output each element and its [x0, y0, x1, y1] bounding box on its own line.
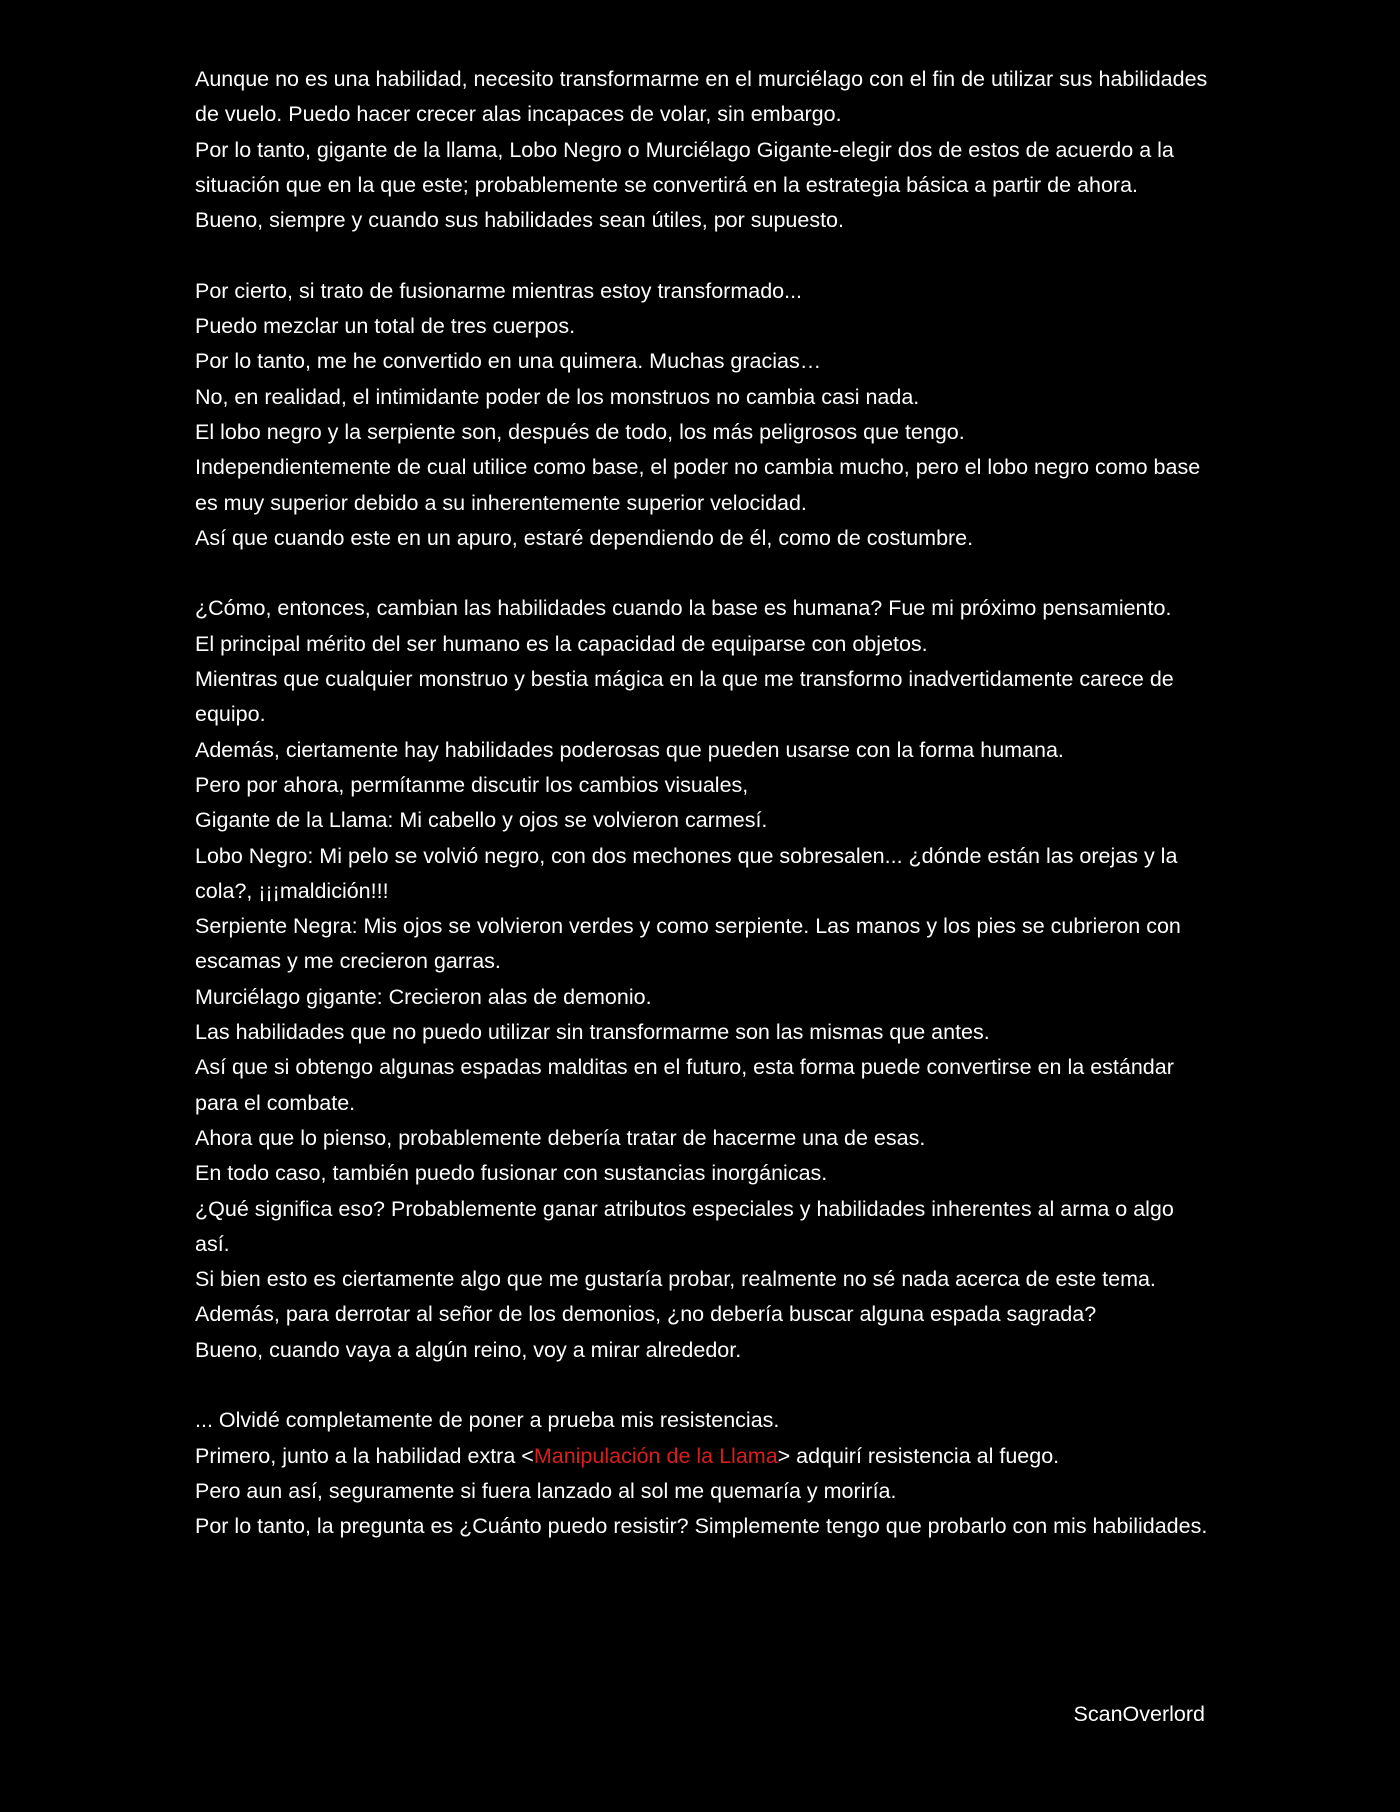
paragraph: [195, 274, 1210, 556]
text-line: Ahora que lo pienso, probablemente debería tratar de hacerme una de esas.: [195, 1125, 926, 1150]
text-line: Murciélago gigante: Crecieron alas de demonio.: [195, 984, 652, 1009]
text-line: Por lo tanto, la pregunta es ¿Cuánto puedo resistir? Simplemente tengo que probarlo con mis habilidades.: [195, 1514, 1208, 1539]
text-line: ... Olvidé completamente de poner a prueba mis resistencias.: [195, 1408, 780, 1433]
text-line: Así que cuando este en un apuro, estaré dependiendo de él, como de costumbre.: [195, 525, 974, 550]
text-line: Bueno, siempre y cuando sus habilidades sean útiles, por supuesto.: [195, 208, 844, 233]
text-line: Por lo tanto, gigante de la llama, Lobo Negro o Murciélago Gigante-elegir dos de estos de acuerdo a la situación que en la que este; probablemente se convertirá en la estrategia básica a partir de ahora.: [195, 137, 1174, 197]
text-line: Puedo mezclar un total de tres cuerpos.: [195, 314, 576, 339]
text-line: El principal mérito del ser humano es la capacidad de equiparse con objetos.: [195, 631, 928, 656]
text-line: Por lo tanto, me he convertido en una quimera. Muchas gracias…: [195, 349, 822, 374]
text-line-highlighted: [195, 1439, 1210, 1474]
document-body: [195, 62, 1210, 1580]
text-line: Pero aun así, seguramente si fuera lanzado al sol me quemaría y moriría.: [195, 1478, 897, 1503]
text-line: Bueno, cuando vaya a algún reino, voy a mirar alrededor.: [195, 1337, 742, 1362]
paragraph: [195, 62, 1210, 238]
paragraph-list: [195, 62, 1210, 1368]
text-line: ¿Qué significa eso? Probablemente ganar atributos especiales y habilidades inherentes al arma o algo así.: [195, 1196, 1174, 1256]
text-line: Independientemente de cual utilice como base, el poder no cambia mucho, pero el lobo negro como base es muy superior debido a su inherentemente superior velocidad.: [195, 455, 1201, 515]
text-line: Así que si obtengo algunas espadas malditas en el futuro, esta forma puede convertirse en la estándar para el combate.: [195, 1055, 1174, 1115]
text-line: Las habilidades que no puedo utilizar sin transformarme son las mismas que antes.: [195, 1020, 990, 1045]
text-line: En todo caso, también puedo fusionar con sustancias inorgánicas.: [195, 1161, 828, 1186]
text-line: Aunque no es una habilidad, necesito transformarme en el murciélago con el fin de utilizar sus habilidades de vuelo. Puedo hacer crecer alas incapaces de volar, sin embargo.: [195, 67, 1208, 127]
text-line: Serpiente Negra: Mis ojos se volvieron verdes y como serpiente. Las manos y los pies se cubrieron con escamas y me crecieron garras.: [195, 914, 1181, 974]
scanlator-credit: ScanOverlord: [1073, 1702, 1205, 1726]
text-segment: > adquirí resistencia al fuego.: [777, 1443, 1060, 1468]
text-line: El lobo negro y la serpiente son, después de todo, los más peligrosos que tengo.: [195, 419, 965, 444]
text-line: Pero por ahora, permítanme discutir los cambios visuales,: [195, 772, 749, 797]
text-line: ¿Cómo, entonces, cambian las habilidades cuando la base es humana? Fue mi próximo pensamiento.: [195, 596, 1172, 621]
text-segment: Primero, junto a la habilidad extra <: [195, 1443, 534, 1468]
text-line: Por cierto, si trato de fusionarme mientras estoy transformado...: [195, 278, 803, 303]
text-line: No, en realidad, el intimidante poder de los monstruos no cambia casi nada.: [195, 384, 920, 409]
skill-name-highlight: Manipulación de la Llama: [533, 1443, 778, 1468]
paragraph: [195, 591, 1210, 1368]
text-line: Lobo Negro: Mi pelo se volvió negro, con dos mechones que sobresalen... ¿dónde están las orejas y la cola?, ¡¡¡maldición!!!: [195, 843, 1178, 903]
paragraph-resistances: [195, 1403, 1210, 1544]
text-line: Además, ciertamente hay habilidades poderosas que pueden usarse con la forma humana.: [195, 737, 1064, 762]
text-line: Si bien esto es ciertamente algo que me gustaría probar, realmente no sé nada acerca de este tema.: [195, 1267, 1156, 1292]
text-line: Además, para derrotar al señor de los demonios, ¿no debería buscar alguna espada sagrada?: [195, 1302, 1097, 1327]
text-line: Mientras que cualquier monstruo y bestia mágica en la que me transformo inadvertidamente carece de equipo.: [195, 667, 1174, 727]
text-line: Gigante de la Llama: Mi cabello y ojos se volvieron carmesí.: [195, 808, 768, 833]
